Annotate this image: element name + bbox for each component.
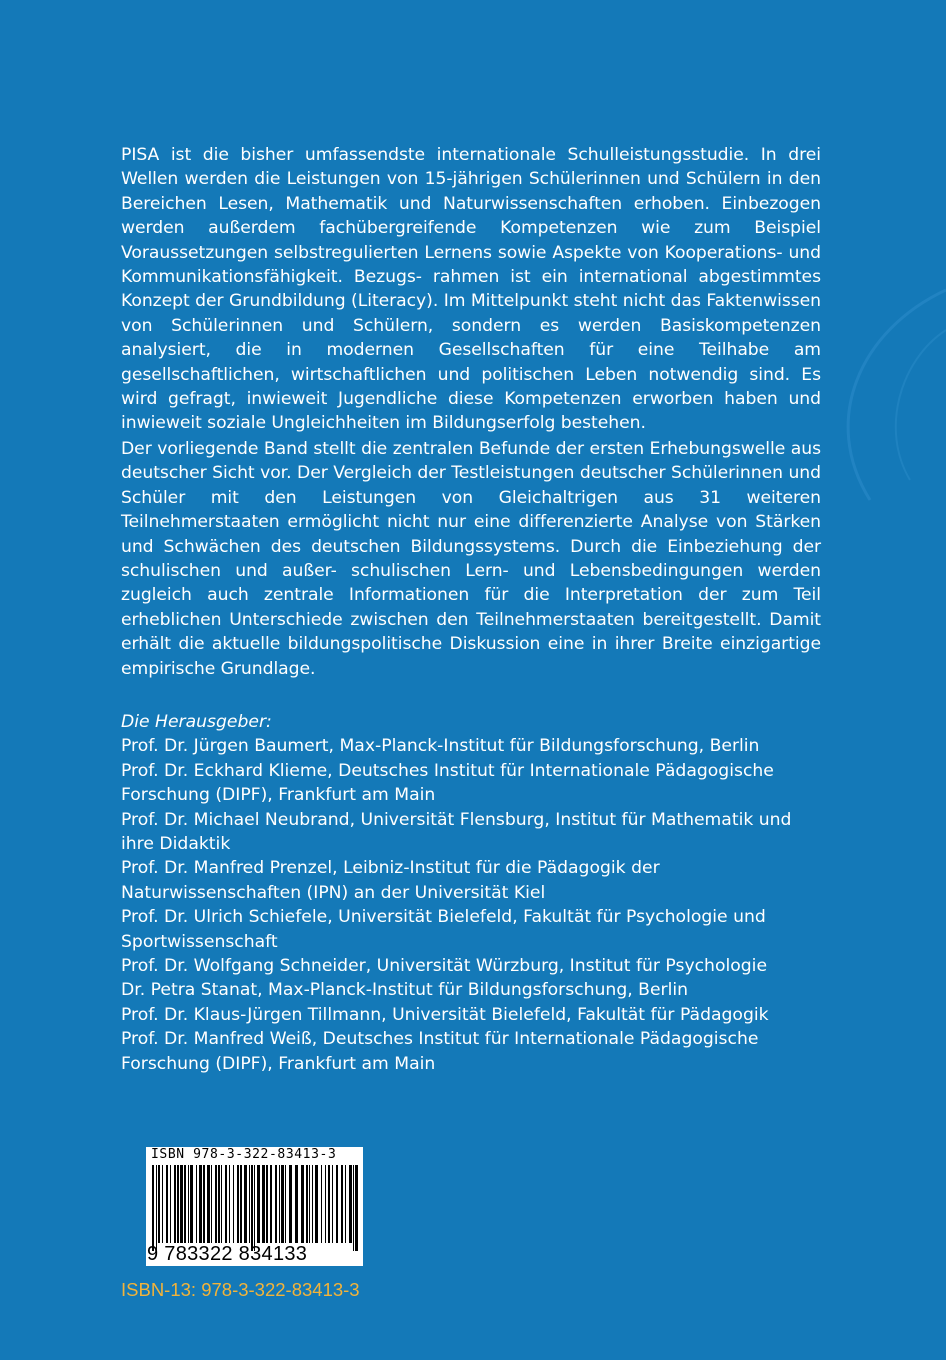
barcode-bar (218, 1165, 220, 1243)
barcode-bar (203, 1165, 205, 1243)
barcode-bar (270, 1165, 272, 1243)
barcode-bar (221, 1165, 222, 1243)
barcode-bar (170, 1165, 171, 1243)
barcode-bar (306, 1165, 308, 1243)
editor-item: Prof. Dr. Manfred Prenzel, Leibniz-Institut für die Pädagogik der Naturwissenschaften (IPN) an der Universität Kiel (121, 858, 660, 903)
barcode-bar (312, 1165, 313, 1243)
editor-item: Prof. Dr. Ulrich Schiefele, Universität Bielefeld, Fakultät für Psychologie und Sportwissenschaft (121, 907, 766, 952)
barcode-bar (336, 1165, 338, 1243)
barcode (146, 1147, 363, 1266)
barcode-bar (249, 1165, 250, 1243)
editors-heading: Die Herausgeber: (121, 711, 272, 732)
barcode-bar (289, 1165, 292, 1243)
barcode-bar (188, 1165, 189, 1243)
editor-item: Dr. Petra Stanat, Max-Planck-Institut für Bildungsforschung, Berlin (121, 980, 689, 1001)
barcode-bar (215, 1165, 217, 1243)
barcode-bar (345, 1165, 346, 1243)
editor-item: Prof. Dr. Wolfgang Schneider, Universität Würzburg, Institut für Psychologie (121, 956, 768, 976)
barcode-bar (281, 1165, 284, 1243)
barcode-bar (353, 1165, 354, 1251)
barcode-bar (229, 1165, 230, 1243)
barcode-bar (196, 1165, 197, 1243)
barcode-bar (152, 1165, 154, 1251)
barcode-bar (251, 1165, 253, 1251)
barcode-bar (199, 1165, 202, 1243)
barcode-bar (207, 1165, 210, 1243)
barcode-bar (355, 1165, 358, 1251)
barcode-bar (309, 1165, 310, 1243)
isbn-13-label: ISBN-13: 978-3-322-83413-3 (121, 1279, 360, 1300)
barcode-bar (237, 1165, 239, 1243)
barcode-bar (321, 1165, 322, 1243)
barcode-bar (156, 1165, 157, 1251)
barcode-bar (349, 1165, 352, 1243)
barcode-isbn-label: ISBN 978-3-322-83413-3 (151, 1147, 337, 1162)
barcode-bar (225, 1165, 227, 1243)
barcode-bar (233, 1165, 234, 1243)
editor-item: Prof. Dr. Jürgen Baumert, Max-Planck-Institut für Bildungsforschung, Berlin (121, 736, 760, 757)
barcode-bar (279, 1165, 280, 1243)
barcode-bar (166, 1165, 168, 1243)
barcode-bar (211, 1165, 212, 1243)
barcode-bar (275, 1165, 277, 1243)
barcode-digits: 9 783322 834133 (147, 1243, 308, 1265)
editor-item: Prof. Dr. Eckhard Klieme, Deutsches Institut für Internationale Pädagogische Forschung (DIPF), Frankfurt am Main (121, 760, 774, 806)
barcode-bar (262, 1165, 265, 1243)
barcode-bar (328, 1165, 330, 1243)
editors-section (121, 710, 821, 1076)
barcode-bar (301, 1165, 304, 1243)
barcode-bar (325, 1165, 326, 1243)
barcode-bar (162, 1165, 163, 1243)
barcode-bar (177, 1165, 179, 1243)
barcode-bar (332, 1165, 333, 1243)
barcode-bar (285, 1165, 286, 1243)
barcode-bar (254, 1165, 255, 1251)
barcode-bar (158, 1165, 160, 1243)
blurb-paragraph-1: PISA ist die bisher umfassendste internationale Schulleistungsstudie. In drei Wellen werden die Leistungen von 15-jährigen Schülerinnen und Schülern in den Bereichen Lesen, Mathematik und Naturwissenschaften erhoben. Einbezogen werden außerdem fachübergreifende Kompetenzen wie zum Beispiel Voraussetzungen selbstregulierten Lernens sowie Aspekte von Kooperations- und Kommunikationsfähigkeit. Bezugs- rahmen ist ein international abgestimmtes Konzept der Grundbildung (Literacy). Im Mittelpunkt steht nicht das Faktenwissen von Schülerinnen und Schülern, sondern es werden Basiskompetenzen analysiert, die in modernen Gesellschaften für eine Teilhabe am gesellschaftlichen, wirtschaftlichen und politischen Leben notwendig sind. Es wird gefragt, inwieweit Jugendliche diese Kompetenzen erworben haben und inwieweit soziale Ungleichheiten im Bildungserfolg bestehen. (121, 145, 821, 434)
barcode-bar (184, 1165, 186, 1243)
barcode-bar (341, 1165, 343, 1243)
barcode-bar (180, 1165, 183, 1243)
editor-item: Prof. Dr. Manfred Weiß, Deutsches Institut für Internationale Pädagogische Forschung (DIPF), Frankfurt am Main (121, 1029, 759, 1074)
barcode-bar (257, 1165, 260, 1243)
barcode-bar (266, 1165, 268, 1243)
barcode-bar (174, 1165, 176, 1243)
barcode-bar (244, 1165, 247, 1243)
editor-item: Prof. Dr. Michael Neubrand, Universität Flensburg, Institut für Mathematik und ihre Didaktik (121, 809, 792, 854)
editor-item: Prof. Dr. Klaus-Jürgen Tillmann, Universität Bielefeld, Fakultät für Pädagogik (121, 1004, 769, 1025)
barcode-bar (295, 1165, 298, 1243)
blurb-paragraph-2: Der vorliegende Band stellt die zentralen Befunde der ersten Erhebungswelle aus deutscher Sicht vor. Der Vergleich der Testleistungen deutscher Schülerinnen und Schüler mit den Leistungen von Gleichaltrigen aus 31 weiteren Teilnehmerstaaten ermöglicht nicht nur eine differenzierte Analyse von Stärken und Schwächen des deutschen Bildungssystems. Durch die Einbeziehung der schulischen und außer- schulischen Lern- und Lebensbedingungen werden zugleich auch zentrale Informationen für die Interpretation der zum Teil erheblichen Unterschiede zwischen den Teilnehmerstaaten bereitgestellt. Damit erhält die aktuelle bildungspolitische Diskussion eine in ihrer Breite einzigartige empirische Grundlage. (121, 438, 821, 679)
barcode-bar (315, 1165, 318, 1243)
barcode-bar (240, 1165, 242, 1243)
back-cover-text (121, 143, 821, 1076)
barcode-bar (190, 1165, 193, 1243)
